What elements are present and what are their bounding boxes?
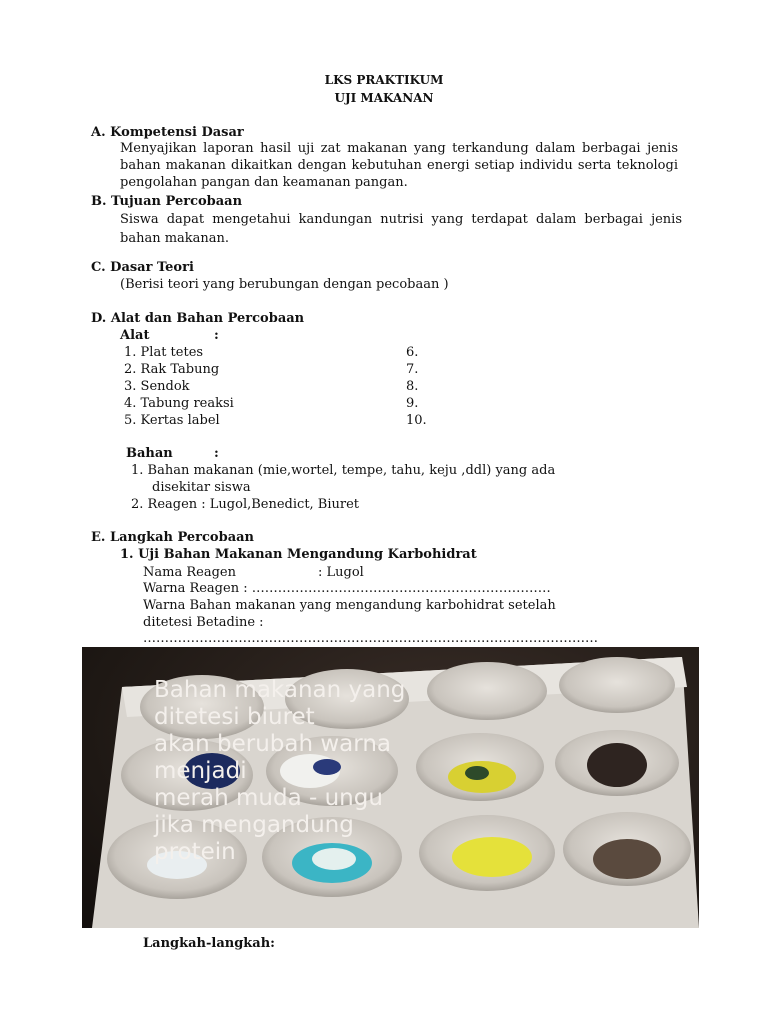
well-4	[559, 657, 675, 713]
section-c-heading: C. Dasar Teori	[91, 260, 194, 275]
alat-colon: :	[214, 328, 219, 343]
photo-caption-line-3: akan berubah warna	[154, 731, 391, 757]
well-3	[427, 662, 547, 720]
photo-caption-line-2: ditetesi biuret	[154, 704, 315, 730]
sample-brown-dark	[587, 743, 647, 787]
alat-item-3: 3. Sendok	[124, 379, 190, 394]
alat-item-5: 5. Kertas label	[124, 413, 220, 428]
photo-caption-line-6: jika mengandung	[154, 812, 354, 838]
section-d-heading: D. Alat dan Bahan Percobaan	[91, 311, 305, 326]
photo-caption-line-4: menjadi	[154, 758, 247, 784]
warna-bahan-line-1: Warna Bahan makanan yang mengandung karbohidrat setelah	[143, 598, 556, 613]
alat-item-8: 8.	[406, 379, 419, 394]
bahan-item-2: 2. Reagen : Lugol,Benedict, Biuret	[131, 497, 360, 512]
section-b-heading: B. Tujuan Percobaan	[91, 194, 243, 209]
sample-yellow-2	[452, 837, 532, 877]
title-line-2: UJI MAKANAN	[334, 91, 434, 105]
nama-reagen-label: Nama Reagen	[143, 565, 236, 580]
photo-caption	[154, 677, 405, 866]
section-e-heading: E. Langkah Percobaan	[91, 530, 254, 545]
alat-label: Alat	[120, 328, 150, 343]
langkah-heading: Langkah-langkah:	[143, 936, 275, 951]
nama-reagen-value: : Lugol	[318, 565, 364, 580]
photo-caption-line-7: protein	[154, 839, 236, 865]
drop-plate-photo	[82, 647, 699, 928]
warna-bahan-line-2: ditetesi Betadine :	[143, 615, 264, 630]
section-a-body: Menyajikan laporan hasil uji zat makanan yang terkandung dalam berbagai jenis bahan makanan dikaitkan dengan kebutuhan energi setiap individu serta teknologi pengolahan pangan dan keamanan pangan.	[120, 141, 678, 190]
alat-item-9: 9.	[406, 396, 419, 411]
alat-item-10: 10.	[406, 413, 427, 428]
warna-reagen-line: Warna Reagen : ……………………………………………………………	[143, 581, 551, 596]
bahan-item-1: 1. Bahan makanan (mie,wortel, tempe, tahu, keju ,ddl) yang ada	[131, 463, 556, 478]
bahan-label: Bahan	[126, 446, 173, 461]
bahan-item-1-cont: disekitar siswa	[152, 480, 251, 495]
section-c-body: (Berisi teori yang berubungan dengan pecobaan )	[120, 277, 449, 292]
section-a-heading: A. Kompetensi Dasar	[91, 125, 244, 140]
answer-dots-line: ……………………………………………………………………………………………	[143, 631, 598, 646]
alat-item-7: 7.	[406, 362, 419, 377]
sample-dark-spot	[465, 766, 489, 780]
alat-item-6: 6.	[406, 345, 419, 360]
title-line-1: LKS PRAKTIKUM	[324, 73, 444, 87]
alat-item-1: 1. Plat tetes	[124, 345, 204, 360]
photo-caption-line-1: Bahan makanan yang	[154, 677, 406, 703]
section-e-subheading-1: 1. Uji Bahan Makanan Mengandung Karbohidrat	[120, 547, 477, 562]
bahan-colon: :	[214, 446, 219, 461]
photo-caption-line-5: merah muda - ungu	[154, 785, 383, 811]
section-b-body: Siswa dapat mengetahui kandungan nutrisi yang terdapat dalam berbagai jenis bahan makanan.	[120, 212, 682, 246]
sample-brown	[593, 839, 661, 879]
alat-item-2: 2. Rak Tabung	[124, 362, 220, 377]
alat-item-4: 4. Tabung reaksi	[124, 396, 234, 411]
